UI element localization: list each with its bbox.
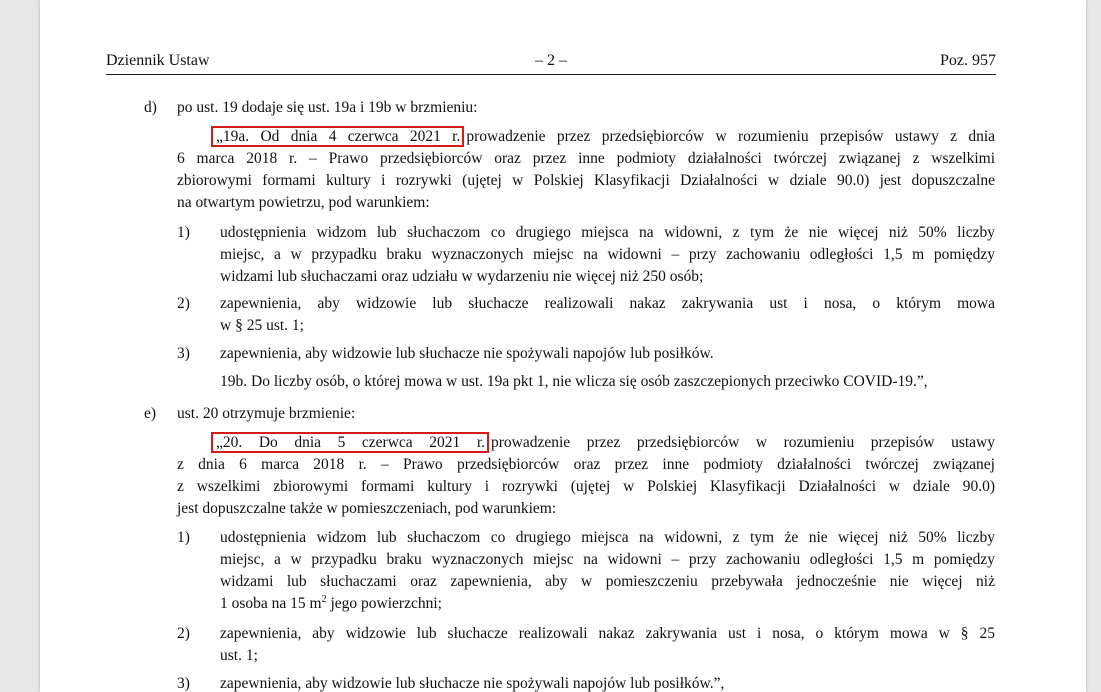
area-text-end: jego powierzchni; bbox=[326, 595, 442, 612]
list-item-number: 2) bbox=[177, 625, 190, 642]
journal-name: Dziennik Ustaw bbox=[106, 52, 210, 69]
highlighted-date-20: „20. Do dnia 5 czerwca 2021 r. bbox=[211, 432, 489, 453]
list-item-text: udostępnienia widzom lub słuchaczom co drugiego miejsca na widowni, z tym że nie więcej niż 50% liczby bbox=[220, 224, 995, 241]
list-item-number: 3) bbox=[177, 675, 190, 692]
section-d-text-line: 6 marca 2018 r. – Prawo przedsiębiorców oraz przez inne podmioty działalności twórczej związanej z wszelkimi bbox=[177, 150, 995, 167]
section-d-text-line: prowadzenie przez przedsiębiorców w rozumieniu przepisów ustawy z dnia bbox=[466, 128, 996, 145]
list-item-text: widzami lub słuchaczami oraz udziału w wydarzeniu nie więcej niż 250 osób; bbox=[220, 268, 704, 285]
list-item-text: miejsc, a w przypadku braku wyznaczonych miejsc na widowni – przy zachowaniu odległości 1,5 m pomiędzy bbox=[220, 246, 995, 263]
list-item-text: ust. 1; bbox=[220, 647, 258, 664]
area-text: 1 osoba na 15 m bbox=[220, 595, 322, 612]
section-e-text-line: z wszelkimi zbiorowymi formami kultury i rozrywki (ujętej w Polskiej Klasyfikacji Działalności w dziale 90.0) bbox=[177, 478, 995, 495]
position-number: Poz. 957 bbox=[940, 52, 996, 69]
page-header bbox=[106, 52, 996, 75]
list-item-text: widzami lub słuchaczami oraz zapewnienia, aby w pomieszczeniu przebywała jednocześnie nie więcej niż bbox=[220, 573, 995, 590]
superscript-2: 2 bbox=[321, 593, 327, 605]
section-d-intro: po ust. 19 dodaje się ust. 19a i 19b w brzmieniu: bbox=[177, 99, 478, 116]
section-e-text-line: z dnia 6 marca 2018 r. – Prawo przedsiębiorców oraz przez inne podmioty działalności twórczej związanej bbox=[177, 456, 995, 473]
section-e-text-line: prowadzenie przez przedsiębiorców w rozumieniu przepisów ustawy bbox=[491, 434, 995, 451]
section-d-text-line: na otwartym powietrzu, pod warunkiem: bbox=[177, 194, 430, 211]
list-item-text: miejsc, a w przypadku braku wyznaczonych miejsc na widowni – przy zachowaniu odległości 1,5 m pomiędzy bbox=[220, 551, 995, 568]
section-d-text-line: zbiorowymi formami kultury i rozrywki (ujętej w Polskiej Klasyfikacji Działalności w dziale 90.0) jest dopuszczalne bbox=[177, 172, 995, 189]
list-item-text: w § 25 ust. 1; bbox=[220, 317, 304, 334]
list-item-number: 1) bbox=[177, 224, 190, 241]
document-page bbox=[40, 0, 1086, 692]
list-item-text: zapewnienia, aby widzowie lub słuchacze nie spożywali napojów lub posiłków. bbox=[220, 345, 714, 362]
page-number: – 2 – bbox=[535, 52, 567, 69]
list-item-number: 1) bbox=[177, 529, 190, 546]
section-e-first-line bbox=[217, 432, 995, 454]
list-item-text: udostępnienia widzom lub słuchaczom co drugiego miejsca na widowni, z tym że nie więcej niż 50% liczby bbox=[220, 529, 995, 546]
list-item-number: 3) bbox=[177, 345, 190, 362]
section-e-text-line: jest dopuszczalne także w pomieszczeniach, pod warunkiem: bbox=[177, 500, 557, 517]
list-item-text: zapewnienia, aby widzowie lub słuchacze realizowali nakaz zakrywania ust i nosa, o którym mowa bbox=[220, 295, 995, 312]
section-e-marker: e) bbox=[144, 405, 157, 422]
list-item-text: zapewnienia, aby widzowie lub słuchacze realizowali nakaz zakrywania ust i nosa, o którym mowa w § 25 bbox=[220, 625, 995, 642]
highlighted-date-19a: „19a. Od dnia 4 czerwca 2021 r. bbox=[211, 126, 464, 147]
section-d-first-line bbox=[217, 126, 995, 148]
paragraph-19b: 19b. Do liczby osób, o której mowa w ust. 19a pkt 1, nie wlicza się osób zaszczepionych przeciwko COVID-19.”, bbox=[220, 373, 928, 390]
list-item-number: 2) bbox=[177, 295, 190, 312]
section-d-marker: d) bbox=[144, 99, 157, 116]
list-item-text bbox=[220, 593, 442, 615]
list-item-text: zapewnienia, aby widzowie lub słuchacze nie spożywali napojów lub posiłków.”, bbox=[220, 675, 725, 692]
section-e-intro: ust. 20 otrzymuje brzmienie: bbox=[177, 405, 356, 422]
